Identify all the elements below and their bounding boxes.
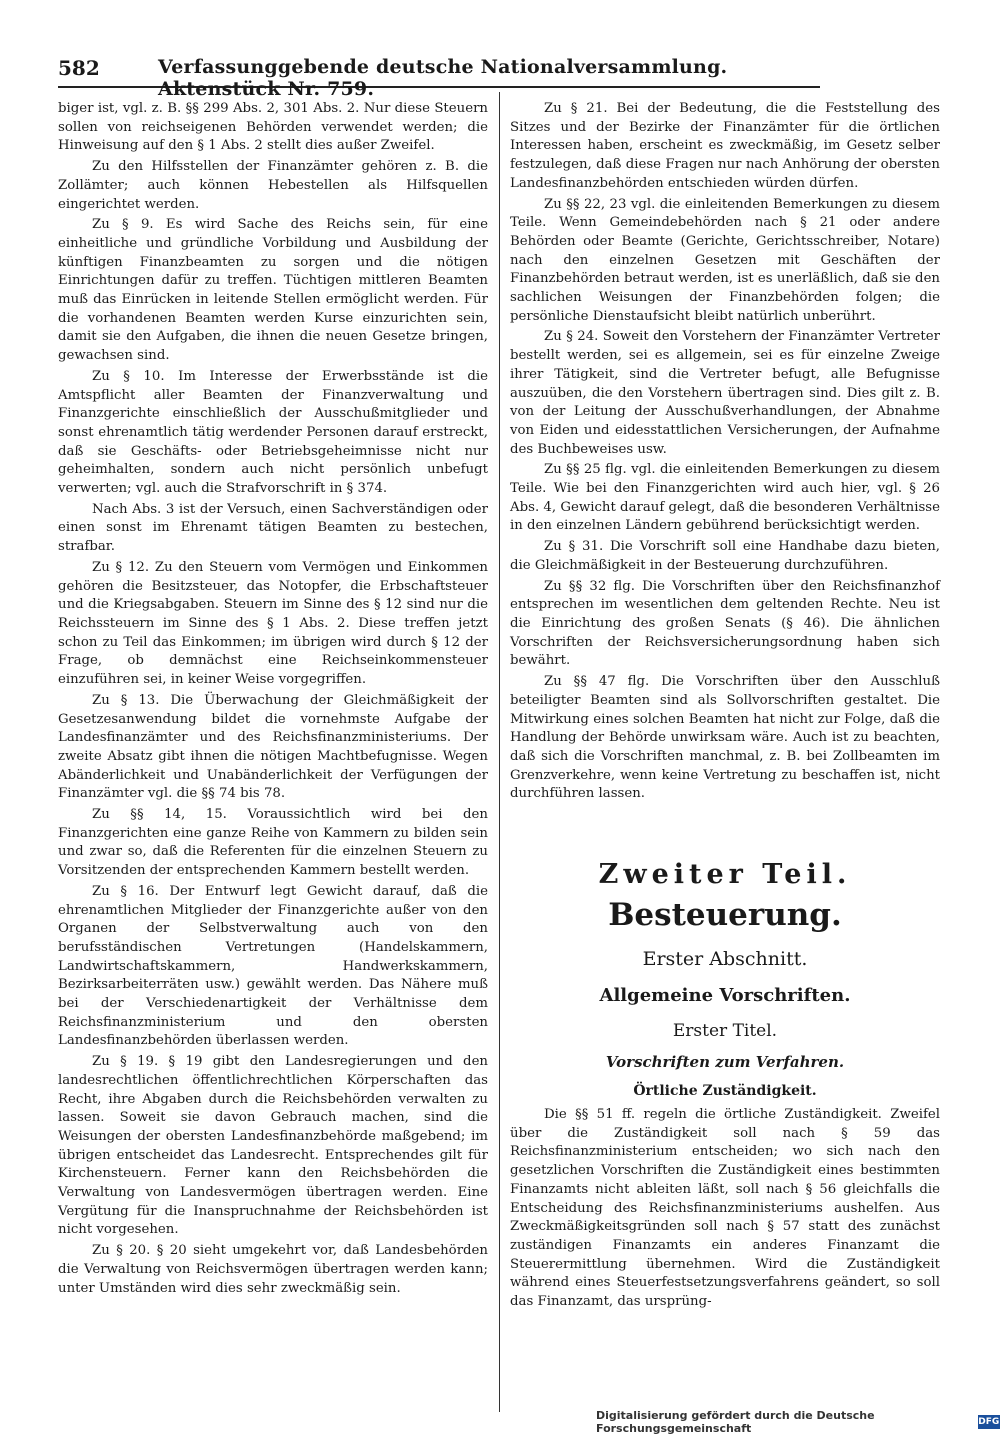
- title-heading: Erster Titel.: [672, 1021, 778, 1042]
- right-column: [510, 100, 940, 1314]
- paragraph: Zu §§ 22, 23 vgl. die einleitenden Bemerkungen zu diesem Teile. Wenn Gemeindebehörden nach § 21 oder andere Behörden oder Beamte (Gerichte, Gerichtsschreiber, Notare) nach den einzelnen Gesetzen mit Geschäften der Finanzbehörden betraut werden, ist es unerläßlich, daß sie den sachlichen Weisungen der Finanzbehörden folgen; die persönliche Dienstaufsicht bleibt natürlich unberührt.: [510, 196, 940, 324]
- paragraph: Zu § 24. Soweit den Vorstehern der Finanzämter Vertreter bestellt werden, sei es allgemein, sei es für einzelne Zweige ihrer Tätigkeit, sind die Vertreter befugt, alle Befugnisse auszuüben, die den Vorstehern übertragen sind. Dies gilt z. B. von der Leitung der Ausschußverhandlungen, der Abnahme von Eiden und eidesstattlichen Versicherungen, der Aufnahme des Buchbeweises usw.: [510, 329, 940, 457]
- section-title: Allgemeine Vorschriften.: [599, 985, 851, 1007]
- page-number: 582: [58, 56, 100, 80]
- paragraph: biger ist, vgl. z. B. §§ 299 Abs. 2, 301 Abs. 2. Nur diese Steuern sollen von reichseigenen Behörden verwendet werden; die Hinweisung auf den § 1 Abs. 2 stellt dies außer Zweifel.: [58, 101, 488, 154]
- footer-credit: Digitalisierung gefördert durch die Deutsche Forschungsgemeinschaft: [596, 1409, 875, 1435]
- paragraph: Zu § 19. § 19 gibt den Landesregierungen und den landesrechtlichen öffentlichrechtlichen Körperschaften das Recht, ihre Abgaben durch die Reichsbehörden verwalten zu lassen. Soweit sie davon Gebrauch machen, sind die Weisungen der obersten Landesfinanzbehörde maßgebend; im übrigen entscheidet das Landesrecht. Entsprechendes gilt für Kirchensteuern. Ferner kann den Reichsbehörden die Verwaltung von Landesvermögen übertragen werden. Eine Vergütung für die Inanspruchnahme der Reichsbehörden ist nicht vorgesehen.: [58, 1054, 488, 1238]
- running-title: Verfassunggebende deutsche Nationalversammlung. Aktenstück Nr. 759.: [158, 56, 728, 100]
- paragraph: Nach Abs. 3 ist der Versuch, einen Sachverständigen oder einen sonst im Ehrenamt tätigen Beamten zu bestechen, strafbar.: [58, 501, 488, 555]
- paragraph: Zu § 13. Die Überwachung der Gleichmäßigkeit der Gesetzesanwendung bildet die vornehmste Aufgabe der Landesfinanzämter und des Reichsfinanzministeriums. Der zweite Absatz gibt ihnen die nötigen Machtbefugnisse. Wegen Abänderlichkeit und Unabänderlichkeit der Verfügungen der Finanzämter vgl. die §§ 74 bis 78.: [58, 692, 488, 802]
- page-header: [58, 52, 820, 100]
- paragraph: Zu § 31. Die Vorschrift soll eine Handhabe dazu bieten, die Gleichmäßigkeit in der Besteuerung durchzuführen.: [510, 539, 940, 573]
- paragraph: Zu § 10. Im Interesse der Erwerbsstände ist die Amtspflicht aller Beamten der Finanzverwaltung und Finanzgerichte einschließlich der Ausschußmitglieder und sonst ehrenamtlich tätig werdender Personen darauf erstreckt, daß sie Geschäfts- oder Betriebsgeheimnisse nicht nur geheimhalten, sondern auch nicht persönlich unbefugt verwerten; vgl. auch die Strafvorschrift in § 374.: [58, 368, 488, 497]
- paragraph: Zu § 16. Der Entwurf legt Gewicht darauf, daß die ehrenamtlichen Mitglieder der Finanzgerichte außer von den Organen der Selbstverwaltung auch von den berufsständischen Vertretungen (Handelskammern, Landwirtschaftskammern, Handwerkskammern, Bezirksarbeiterräten usw.) gewählt werden. Das Nähere muß bei der Verschiedenartigkeit der Verhältnisse dem Reichsfinanzministerium und den obersten Landesfinanzbehörden überlassen werden.: [58, 883, 488, 1049]
- dfg-logo: DFG: [978, 1417, 1000, 1427]
- title-name: Vorschriften zum Verfahren.: [605, 1053, 845, 1072]
- paragraph: Zu § 21. Bei der Bedeutung, die die Feststellung des Sitzes und der Bezirke der Finanzämter für die örtlichen Interessen haben, erscheint es zweckmäßig, im Gesetz selber festzulegen, daß diese Fragen nur nach Anhörung der obersten Landesfinanzbehörden entschieden würden dürfen.: [510, 101, 940, 191]
- left-column: [58, 100, 488, 1300]
- paragraph: Zu den Hilfsstellen der Finanzämter gehören z. B. die Zollämter; auch können Hebestellen als Hilfsquellen eingerichtet werden.: [58, 159, 488, 212]
- paragraph: Zu § 9. Es wird Sache des Reichs sein, für eine einheitliche und gründliche Vorbildung und Ausbildung der künftigen Finanzbeamten zu sorgen und die nötigen Einrichtungen dafür zu treffen. Tüchtigen mittleren Beamten muß das Einrücken in leitende Stellen ermöglicht werden. Für die vorhandenen Beamten werden Kurse einzurichten sein, damit sie den Aufgaben, die ihnen die neuen Gesetze bringen, gewachsen sind.: [58, 217, 488, 364]
- paragraph: Zu § 12. Zu den Steuern vom Vermögen und Einkommen gehören die Besitzsteuer, das Notopfer, die Erbschaftsteuer und die Kriegsabgaben. Steuern im Sinne des § 12 sind nur die Reichssteuern im Sinne des § 1 Abs. 2. Diese treffen jetzt schon zu Teil das Einkommen; im übrigen wird durch § 12 der Frage, ob demnächst eine Reichseinkommensteuer einzuführen sei, in keiner Weise vorgegriffen.: [58, 559, 488, 688]
- footer: [596, 1409, 1000, 1435]
- paragraph: Zu §§ 32 flg. Die Vorschriften über den Reichsfinanzhof entsprechen im wesentlichen dem geltenden Rechte. Neu ist die Einrichtung des großen Senats (§ 46). Die ähnlichen Vorschriften der Reichsversicherungsordnung haben sich bewährt.: [510, 578, 940, 669]
- paragraph: Zu §§ 25 flg. vgl. die einleitenden Bemerkungen zu diesem Teile. Wie bei den Finanzgerichten wird auch hier, vgl. § 26 Abs. 4, Gewicht darauf gelegt, daß die besonderen Verhältnisse in den einzelnen Ländern gebührend berücksichtigt werden.: [510, 462, 940, 534]
- main-heading: Besteuerung.: [608, 897, 842, 934]
- subheading: Örtliche Zuständigkeit.: [633, 1083, 817, 1100]
- paragraph: Zu §§ 47 flg. Die Vorschriften über den Ausschluß beteiligter Beamten sind als Sollvorschriften gestaltet. Die Mitwirkung eines solchen Beamten hat nicht zur Folge, daß die Handlung der Behörde unwirksam wäre. Auch ist zu beachten, daß sich die Vorschriften manchmal, z. B. bei Zollbeamten im Grenzverkehre, wenn keine Vertretung zu beschaffen ist, nicht durchführen lassen.: [510, 674, 940, 802]
- section-heading: Erster Abschnitt.: [642, 948, 808, 971]
- paragraph: Die §§ 51 ff. regeln die örtliche Zuständigkeit. Zweifel über die Zuständigkeit soll nach § 59 das Reichsfinanzministerium entscheiden; wo sich nach den gesetzlichen Vorschriften die Zuständigkeit eines bestimmten Finanzamts nicht ableiten läßt, soll nach § 56 gleichfalls die Entscheidung des Reichsfinanzministeriums aushelfen. Aus Zweckmäßigkeitsgründen soll nach § 57 statt des zunächst zuständigen Finanzamts ein anderes Finanzamt die Steuerermittlung übernehmen. Wird die Zuständigkeit während eines Steuerfestsetzungsverfahrens geändert, so soll das Finanzamt, das ursprüng-: [510, 1107, 940, 1310]
- part-heading: Zweiter Teil.: [598, 859, 852, 891]
- column-divider: [499, 92, 500, 1412]
- paragraph: Zu §§ 14, 15. Voraussichtlich wird bei den Finanzgerichten eine ganze Reihe von Kammern zu bilden sein und zwar so, daß die Referenten für die einzelnen Steuern zu Vorsitzenden der entsprechenden Kammern bestellt werden.: [58, 807, 488, 879]
- paragraph: Zu § 20. § 20 sieht umgekehrt vor, daß Landesbehörden die Verwaltung von Reichsvermögen übertragen werden kann; unter Umständen wird dies sehr zweckmäßig sein.: [58, 1243, 488, 1296]
